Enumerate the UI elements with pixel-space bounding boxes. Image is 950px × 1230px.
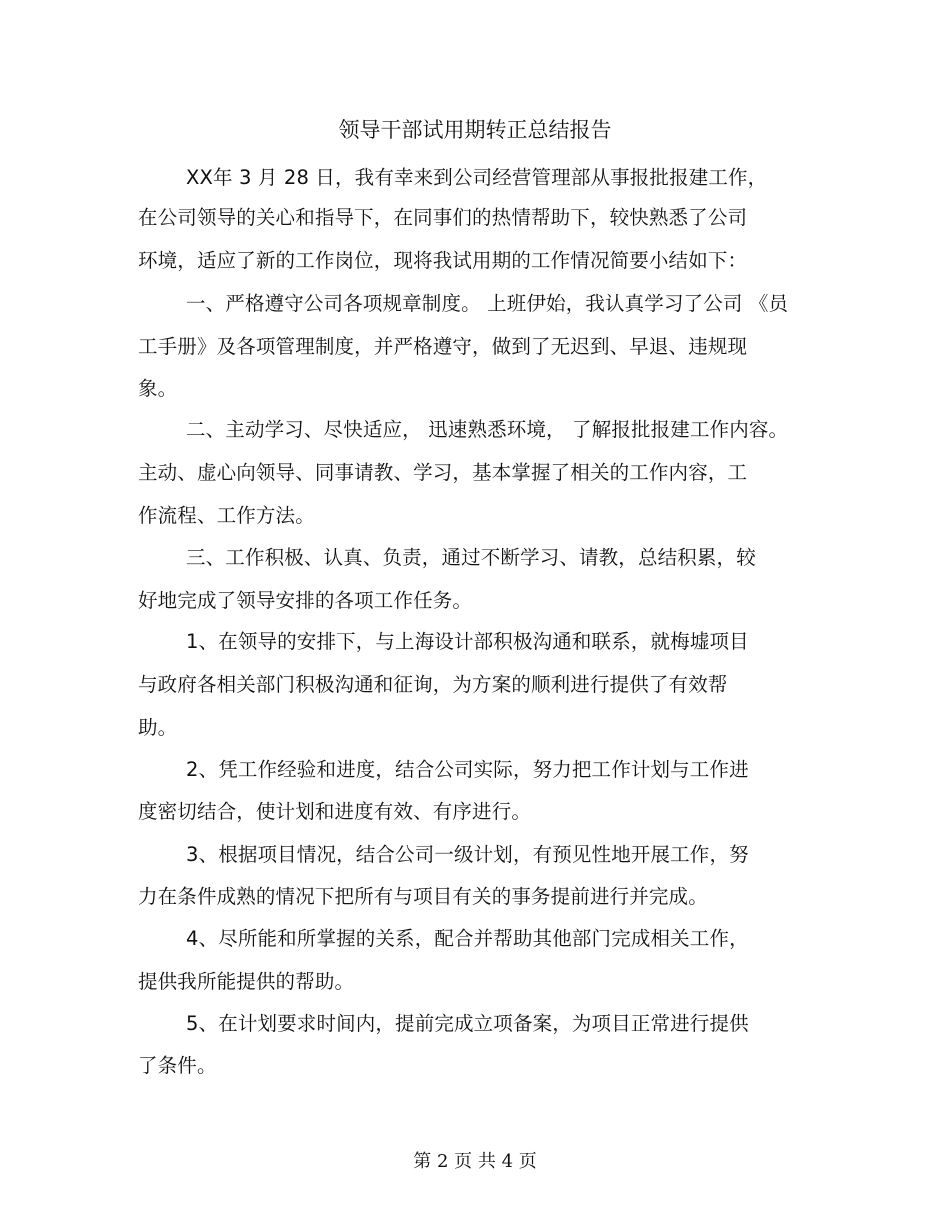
paragraph-line: 环境，适应了新的工作岗位，现将我试用期的工作情况简要小结如下： [138, 249, 748, 272]
paragraph-line: 提供我所能提供的帮助。 [138, 970, 355, 993]
paragraph-line: 在公司领导的关心和指导下，在同事们的热情帮助下，较快熟悉了公司 [138, 206, 748, 229]
paragraph-line: 3、根据项目情况，结合公司一级计划，有预见性地开展工作，努 [186, 843, 749, 866]
paragraph-line: 4、尽所能和所掌握的关系，配合并帮助其他部门完成相关工作， [186, 927, 749, 950]
paragraph-line: 主动、虚心向领导、同事请教、学习，基本掌握了相关的工作内容，工 [138, 461, 748, 484]
paragraph-line: 2、凭工作经验和进度，结合公司实际，努力把工作计划与工作进 [186, 758, 749, 781]
paragraph-line: 助。 [138, 716, 178, 739]
paragraph-line: 与政府各相关部门积极沟通和征询，为方案的顺利进行提供了有效帮 [138, 673, 728, 696]
paragraph-line: 工手册》及各项管理制度，并严格遵守，做到了无迟到、早退、违规现 [138, 335, 748, 358]
paragraph-line: 象。 [138, 377, 178, 400]
paragraph-line: 好地完成了领导安排的各项工作任务。 [138, 589, 473, 612]
document-title: 领导干部试用期转正总结报告 [338, 118, 612, 142]
paragraph-line: 1、在领导的安排下，与上海设计部积极沟通和联系，就梅墟项目 [186, 630, 749, 653]
paragraph-line: 了条件。 [138, 1054, 217, 1077]
paragraph-line: 作流程、工作方法。 [138, 504, 315, 527]
paragraph-line: XX年 3 月 28 日，我有幸来到公司经营管理部从事报批报建工作， [186, 166, 768, 189]
paragraph-line: 力在条件成熟的情况下把所有与项目有关的事务提前进行并完成。 [138, 885, 708, 908]
page-number: 第 2 页 共 4 页 [413, 1151, 537, 1172]
paragraph-line: 一、严格遵守公司各项规章制度。 上班伊始，我认真学习了公司 《员 [186, 292, 789, 315]
paragraph-line: 二、主动学习、尽快适应， 迅速熟悉环境， 了解报批报建工作内容。 [186, 418, 789, 441]
paragraph-line: 三、工作积极、认真、负责，通过不断学习、请教，总结积累，较 [186, 546, 756, 569]
paragraph-line: 5、在计划要求时间内，提前完成立项备案，为项目正常进行提供 [186, 1012, 749, 1035]
paragraph-line: 度密切结合，使计划和进度有效、有序进行。 [138, 800, 532, 823]
